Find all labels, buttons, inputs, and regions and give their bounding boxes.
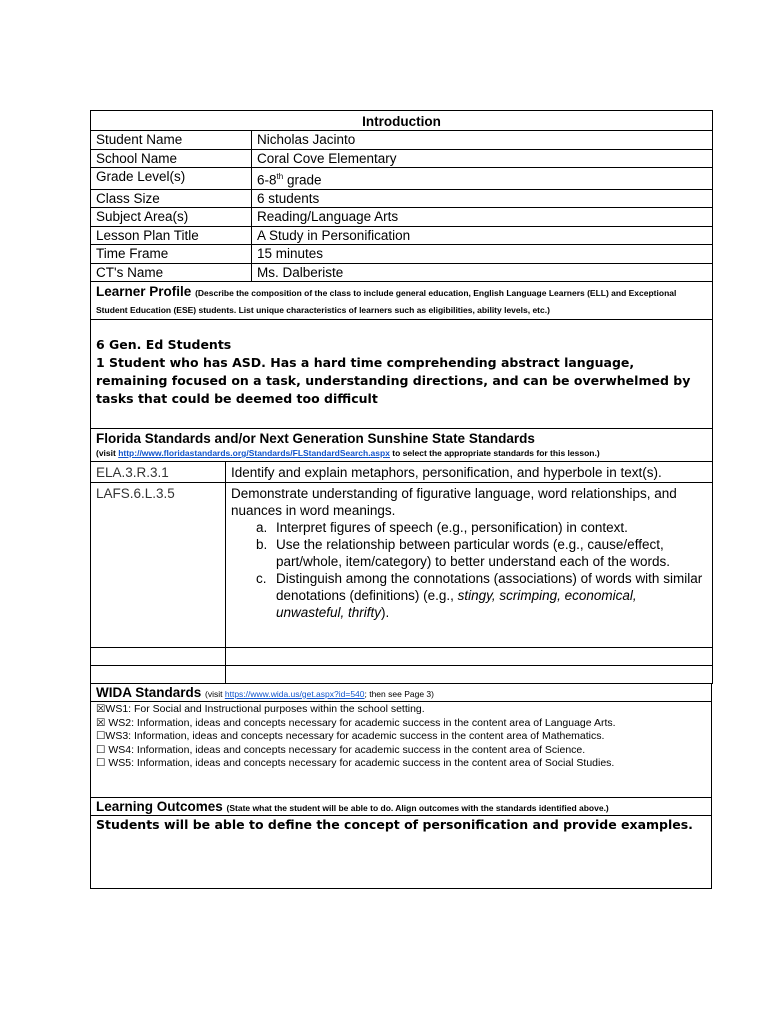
row-value: Reading/Language Arts — [252, 208, 713, 227]
table-row — [91, 462, 713, 483]
list-item: c. Distinguish among the connotations (associations) of words with similar denotations (definitions) (e.g., stingy, scrimping, economical, unwasteful, thrifty). — [256, 571, 703, 620]
table-row — [91, 245, 713, 264]
standard-sub-list — [231, 519, 707, 621]
table-row — [91, 226, 713, 245]
checkbox-checked-icon[interactable]: ☒ — [96, 716, 106, 729]
table-row — [91, 189, 713, 208]
row-value: 6-8th grade — [252, 168, 713, 190]
row-value: Coral Cove Elementary — [252, 149, 713, 168]
wida-body — [91, 702, 712, 798]
list-item: a. Interpret figures of speech (e.g., personification) in context. — [256, 520, 628, 535]
table-row — [91, 149, 713, 168]
row-value: A Study in Personification — [252, 226, 713, 245]
learner-profile-line2: 1 Student who has ASD. Has a hard time comprehending abstract language, remaining focused on a task, understanding directions, and can be overwhelmed by tasks that could be deemed too difficult — [96, 355, 691, 406]
learner-profile-line1: 6 Gen. Ed Students — [96, 337, 232, 352]
standards-table — [90, 461, 713, 684]
row-value: 6 students — [252, 189, 713, 208]
checkbox-unchecked-icon[interactable]: ☐ — [96, 757, 106, 769]
standard-code: LAFS.6.L.3.5 — [91, 483, 226, 648]
row-label: Time Frame — [91, 245, 252, 264]
wida-item: ☒WS1: For Social and Instructional purposes within the school setting. — [96, 703, 425, 715]
learning-outcomes-instructions: (State what the student will be able to do. Align outcomes with the standards identified above.) — [226, 802, 609, 813]
wida-heading: WIDA Standards — [96, 685, 202, 700]
checkbox-checked-icon[interactable]: ☒ — [96, 703, 106, 715]
row-label: Grade Level(s) — [91, 168, 252, 190]
wida-table — [90, 683, 712, 889]
row-label: CT's Name — [91, 263, 252, 282]
introduction-table — [90, 110, 713, 462]
row-label: Student Name — [91, 131, 252, 150]
learner-profile-instructions: (Describe the composition of the class to include general education, English Language Learners (ELL) and Exceptional Student Education (ESE) students. List unique characteristics of learners such as eligibilities, ability levels, etc.) — [96, 288, 677, 315]
learning-outcomes-heading: Learning Outcomes — [96, 798, 223, 814]
row-label: Lesson Plan Title — [91, 226, 252, 245]
lesson-plan-page — [90, 110, 712, 889]
row-label: Class Size — [91, 189, 252, 208]
row-value: 15 minutes — [252, 245, 713, 264]
wida-link[interactable]: https://www.wida.us/get.aspx?id=540 — [224, 689, 365, 699]
wida-item: ☒ WS2: Information, ideas and concepts necessary for academic success in the content area of Language Arts. — [96, 716, 616, 729]
table-row — [91, 666, 713, 684]
standard-desc: Identify and explain metaphors, personification, and hyperbole in text(s). — [226, 462, 713, 483]
row-value: Ms. Dalberiste — [252, 263, 713, 282]
learner-profile-body — [91, 320, 713, 429]
table-row — [91, 648, 713, 666]
learning-outcomes-body — [91, 815, 712, 888]
introduction-title: Introduction — [91, 111, 713, 131]
standard-desc: Demonstrate understanding of figurative language, word relationships, and nuances in word meanings. — [231, 486, 677, 518]
learning-outcomes-text: Students will be able to define the concept of personification and provide examples. — [91, 815, 712, 888]
list-item: b. Use the relationship between particular words (e.g., cause/effect, part/whole, item/category) to better understand each of the words. — [256, 537, 670, 569]
checkbox-unchecked-icon[interactable]: ☐ — [96, 743, 106, 756]
learner-profile-header — [91, 282, 713, 320]
wida-item: ☐WS3: Information, ideas and concepts necessary for academic success in the content area of Mathematics. — [96, 730, 605, 742]
checkbox-unchecked-icon[interactable]: ☐ — [96, 730, 106, 742]
florida-standards-heading: Florida Standards and/or Next Generation Sunshine State Standards — [96, 431, 535, 446]
row-label: Subject Area(s) — [91, 208, 252, 227]
table-row — [91, 208, 713, 227]
table-row — [91, 263, 713, 282]
florida-standards-header: Florida Standards and/or Next Generation Sunshine State Standards (visit http://www.floridastandards.org/Standards/FLStandardSearch.aspx to select the appropriate standards for this lesson.) — [91, 429, 713, 462]
learning-outcomes-header — [91, 797, 712, 815]
table-row — [91, 131, 713, 150]
standard-code: ELA.3.R.3.1 — [91, 462, 226, 483]
florida-standards-link[interactable]: http://www.floridastandards.org/Standards/FLStandardSearch.aspx — [118, 448, 390, 458]
table-row — [91, 168, 713, 190]
wida-item: ☐ WS4: Information, ideas and concepts necessary for academic success in the content area of Science. — [96, 743, 586, 756]
table-row — [91, 483, 713, 648]
learner-profile-heading: Learner Profile — [96, 284, 192, 299]
row-value: Nicholas Jacinto — [252, 131, 713, 150]
wida-header: WIDA Standards (visit https://www.wida.us/get.aspx?id=540; then see Page 3) — [91, 684, 712, 702]
wida-item: ☐ WS5: Information, ideas and concepts necessary for academic success in the content area of Social Studies. — [96, 757, 615, 769]
row-label: School Name — [91, 149, 252, 168]
